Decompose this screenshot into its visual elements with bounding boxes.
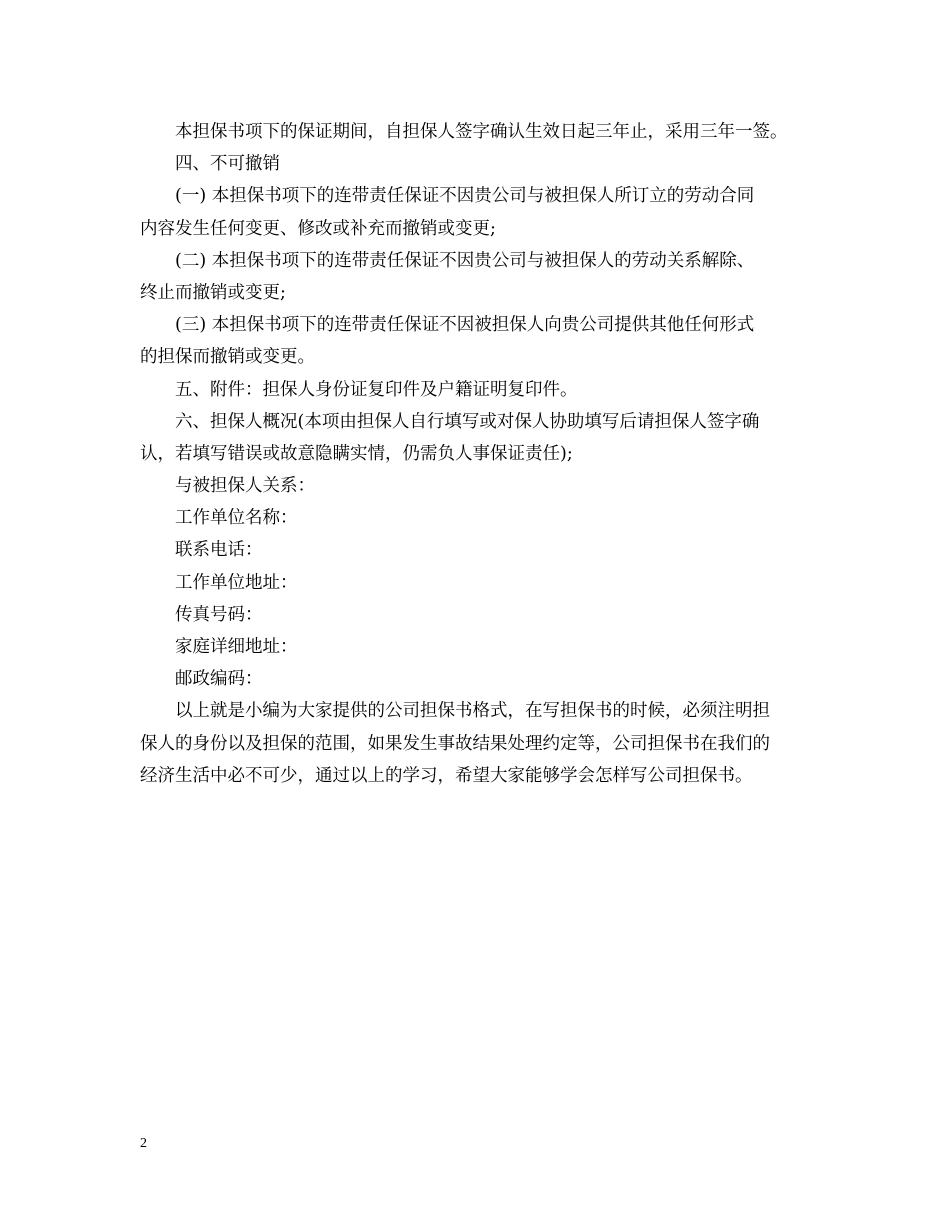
text-line: 保人的身份以及担保的范围，如果发生事故结果处理约定等，公司担保书在我们的 <box>140 733 770 754</box>
form-field-label: 邮政编码： <box>175 669 263 690</box>
text-line: 六、担保人概况(本项由担保人自行填写或对保人协助填写后请担保人签字确 <box>175 411 760 432</box>
text-line: (二) 本担保书项下的连带责任保证不因贵公司与被担保人的劳动关系解除、 <box>175 250 755 271</box>
text-line: 终止而撤销或变更; <box>140 282 286 303</box>
text-line: 五、附件：担保人身份证复印件及户籍证明复印件。 <box>175 379 578 400</box>
text-line: 经济生活中必不可少，通过以上的学习，希望大家能够学会怎样写公司担保书。 <box>140 765 753 786</box>
form-field-label: 工作单位地址： <box>175 572 298 593</box>
text-line: 内容发生任何变更、修改或补充而撤销或变更; <box>140 218 496 239</box>
form-field-label: 家庭详细地址： <box>175 637 298 657</box>
text-line: 本担保书项下的保证期间，自担保人签字确认生效日起三年止，采用三年一签。 <box>175 122 788 142</box>
form-field-label: 与被担保人关系： <box>175 476 315 497</box>
text-line: (三) 本担保书项下的连带责任保证不因被担保人向贵公司提供其他任何形式 <box>175 315 755 336</box>
document-body <box>140 116 820 792</box>
text-line: 四、不可撤销 <box>175 154 280 175</box>
text-line: 的担保而撤销或变更。 <box>140 347 315 368</box>
page-number: 2 <box>140 1136 147 1151</box>
text-line: 认，若填写错误或故意隐瞒实情，仍需负人事保证责任); <box>140 443 573 464</box>
text-line: (一) 本担保书项下的连带责任保证不因贵公司与被担保人所订立的劳动合同 <box>175 186 755 207</box>
form-field-label: 传真号码： <box>175 604 263 625</box>
form-field-label: 联系电话： <box>175 540 263 561</box>
form-field-label: 工作单位名称： <box>175 508 298 529</box>
text-line: 以上就是小编为大家提供的公司担保书格式，在写担保书的时候，必须注明担 <box>175 701 770 722</box>
